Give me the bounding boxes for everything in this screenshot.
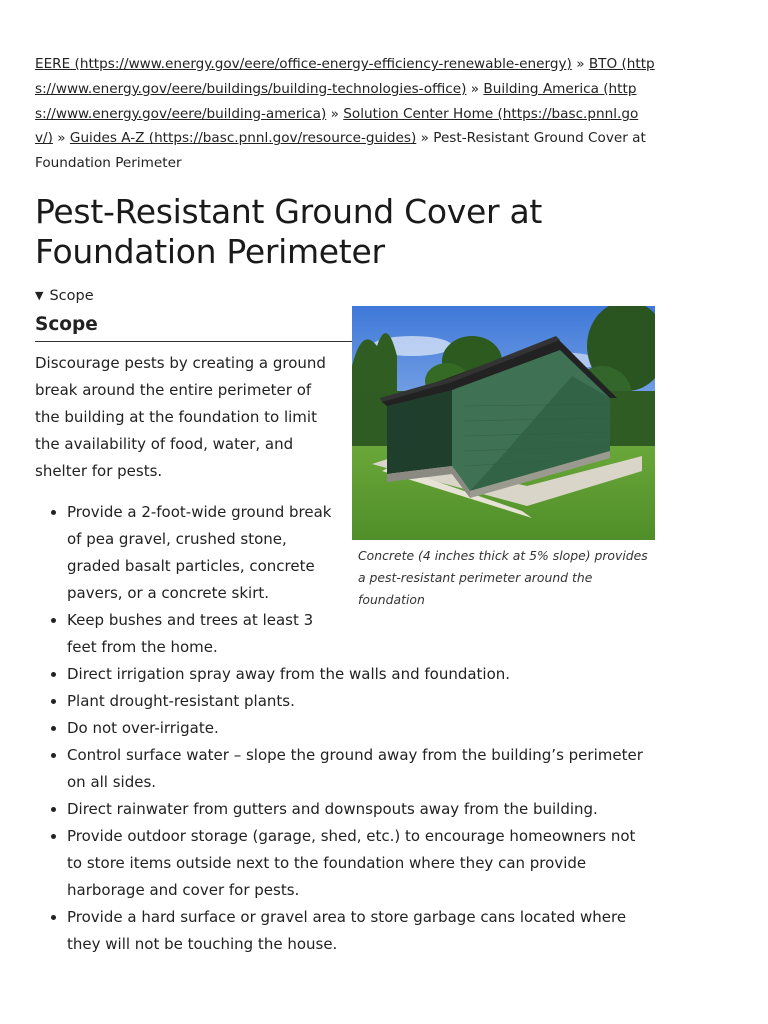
- figure-caption: Concrete (4 inches thick at 5% slope) provides a pest-resistant perimeter around the foundation: [358, 547, 648, 607]
- list-item: • Control surface water – slope the ground away from the building’s perimeter on all sides.: [67, 742, 655, 796]
- list-item: • Provide a 2-foot-wide ground break of pea gravel, crushed stone, graded basalt particles, concrete pavers, or a concrete skirt.: [67, 499, 655, 607]
- list-item: • Direct irrigation spray away from the walls and foundation.: [67, 661, 655, 688]
- breadcrumb-link-solution-center[interactable]: Solution Center Home (https://basc.pnnl.gov/): [35, 105, 639, 147]
- breadcrumb-separator: »: [576, 56, 589, 72]
- page-content: [35, 52, 655, 958]
- breadcrumb-separator: »: [470, 80, 484, 97]
- list-item: • Provide outdoor storage (garage, shed, etc.) to encourage homeowners not to store items outside next to the foundation where they can provide harborage and cover for pests.: [67, 823, 655, 904]
- breadcrumb: [35, 52, 655, 176]
- breadcrumb-link-eere[interactable]: EERE (https://www.energy.gov/eere/office-energy-efficiency-renewable-energy): [35, 56, 572, 72]
- breadcrumb-link-building-america[interactable]: Building America (https://www.energy.gov/eere/building-america): [35, 80, 637, 122]
- section-heading: Scope: [35, 310, 655, 342]
- list-item: • Do not over-irrigate.: [67, 715, 655, 742]
- breadcrumb-separator: »: [57, 130, 70, 147]
- figure: [352, 306, 655, 611]
- breadcrumb-link-bto[interactable]: BTO (https://www.energy.gov/eere/buildings/building-technologies-office): [35, 56, 655, 97]
- triangle-down-icon: ▼: [35, 289, 44, 303]
- page-title: Pest-Resistant Ground Cover at Foundation Perimeter: [35, 191, 543, 271]
- breadcrumb-separator: »: [420, 130, 434, 147]
- scope-toggle-label: Scope: [49, 287, 94, 304]
- list-item: • Provide a hard surface or gravel area to store garbage cans located where they will not be touching the house.: [67, 904, 655, 958]
- breadcrumb-separator: »: [330, 105, 344, 122]
- intro-paragraph: Discourage pests by creating a ground break around the entire perimeter of the building at the foundation to limit the availability of food, water, and shelter for pests.: [35, 353, 326, 480]
- list-item: • Plant drought-resistant plants.: [67, 688, 655, 715]
- list-item: • Keep bushes and trees at least 3 feet from the home.: [67, 607, 655, 661]
- breadcrumb-current: Pest-Resistant Ground Cover at Foundation Perimeter: [35, 130, 646, 172]
- scope-toggle[interactable]: [35, 288, 655, 304]
- shed-photo: [352, 306, 655, 540]
- scope-section: [35, 310, 655, 958]
- list-item: • Direct rainwater from gutters and downspouts away from the building.: [67, 796, 655, 823]
- breadcrumb-link-guides[interactable]: Guides A-Z (https://basc.pnnl.gov/resource-guides): [69, 130, 417, 147]
